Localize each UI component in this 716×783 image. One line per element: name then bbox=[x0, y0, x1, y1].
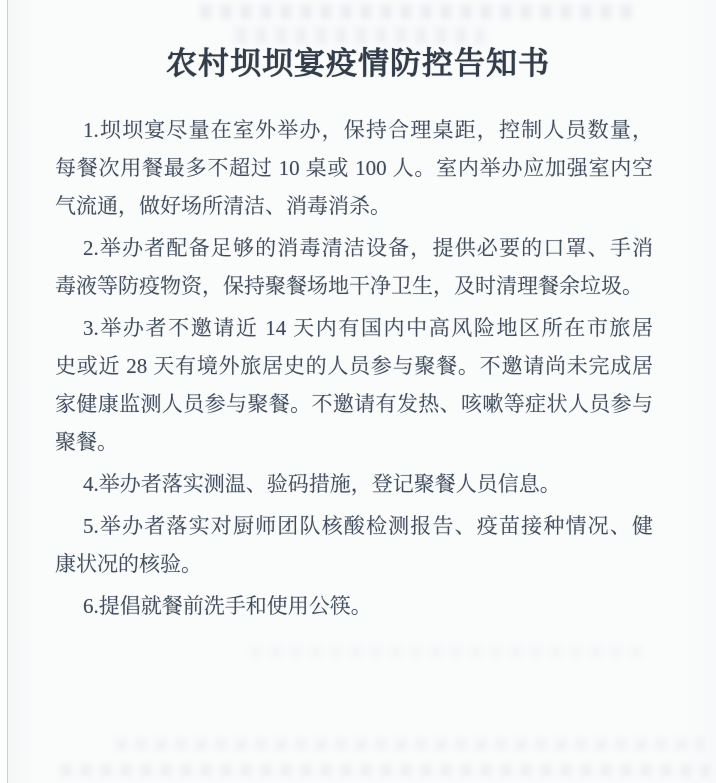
document-line: 6.提倡就餐前洗手和使用公筷。 bbox=[83, 594, 372, 618]
document-line: 2.举办者配备足够的消毒清洁设备，提供必要的口罩、手消 bbox=[83, 236, 653, 260]
paragraph bbox=[55, 229, 653, 305]
paragraph bbox=[55, 309, 653, 461]
document-line: 聚餐。 bbox=[55, 430, 118, 454]
document-line: 家健康监测人员参与聚餐。不邀请有发热、咳嗽等症状人员参与 bbox=[55, 392, 653, 416]
document-line: 史或近 28 天有境外旅居史的人员参与聚餐。不邀请尚未完成居 bbox=[55, 354, 653, 378]
bleed-through-ghost-text bbox=[115, 738, 705, 751]
document-line: 1.坝坝宴尽量在室外举办，保持合理桌距，控制人员数量， bbox=[83, 118, 653, 142]
document-title: 农村坝坝宴疫情防控告知书 bbox=[166, 46, 550, 81]
paragraph bbox=[55, 111, 653, 225]
bleed-through-ghost-text bbox=[60, 764, 710, 777]
paragraph bbox=[55, 465, 653, 503]
document-line: 5.举办者落实对厨师团队核酸检测报告、疫苗接种情况、健 bbox=[83, 514, 653, 538]
bleed-through-ghost-text bbox=[250, 646, 650, 659]
document-line: 康状况的核验。 bbox=[55, 552, 202, 576]
document-line: 每餐次用餐最多不超过 10 桌或 100 人。室内举办应加强室内空 bbox=[55, 156, 653, 180]
document-line: 毒液等防疫物资，保持聚餐场地干净卫生，及时清理餐余垃圾。 bbox=[55, 274, 643, 298]
bleed-through-ghost-text bbox=[200, 4, 640, 19]
document-line: 4.举办者落实测温、验码措施，登记聚餐人员信息。 bbox=[83, 472, 561, 496]
paragraph bbox=[55, 507, 653, 583]
document-line: 气流通，做好场所清洁、消毒消杀。 bbox=[55, 194, 391, 218]
document-line: 3.举办者不邀请近 14 天内有国内中高风险地区所在市旅居 bbox=[83, 316, 653, 340]
scan-edge-line bbox=[0, 0, 8, 783]
document-body bbox=[55, 111, 653, 625]
paragraph bbox=[55, 587, 653, 625]
